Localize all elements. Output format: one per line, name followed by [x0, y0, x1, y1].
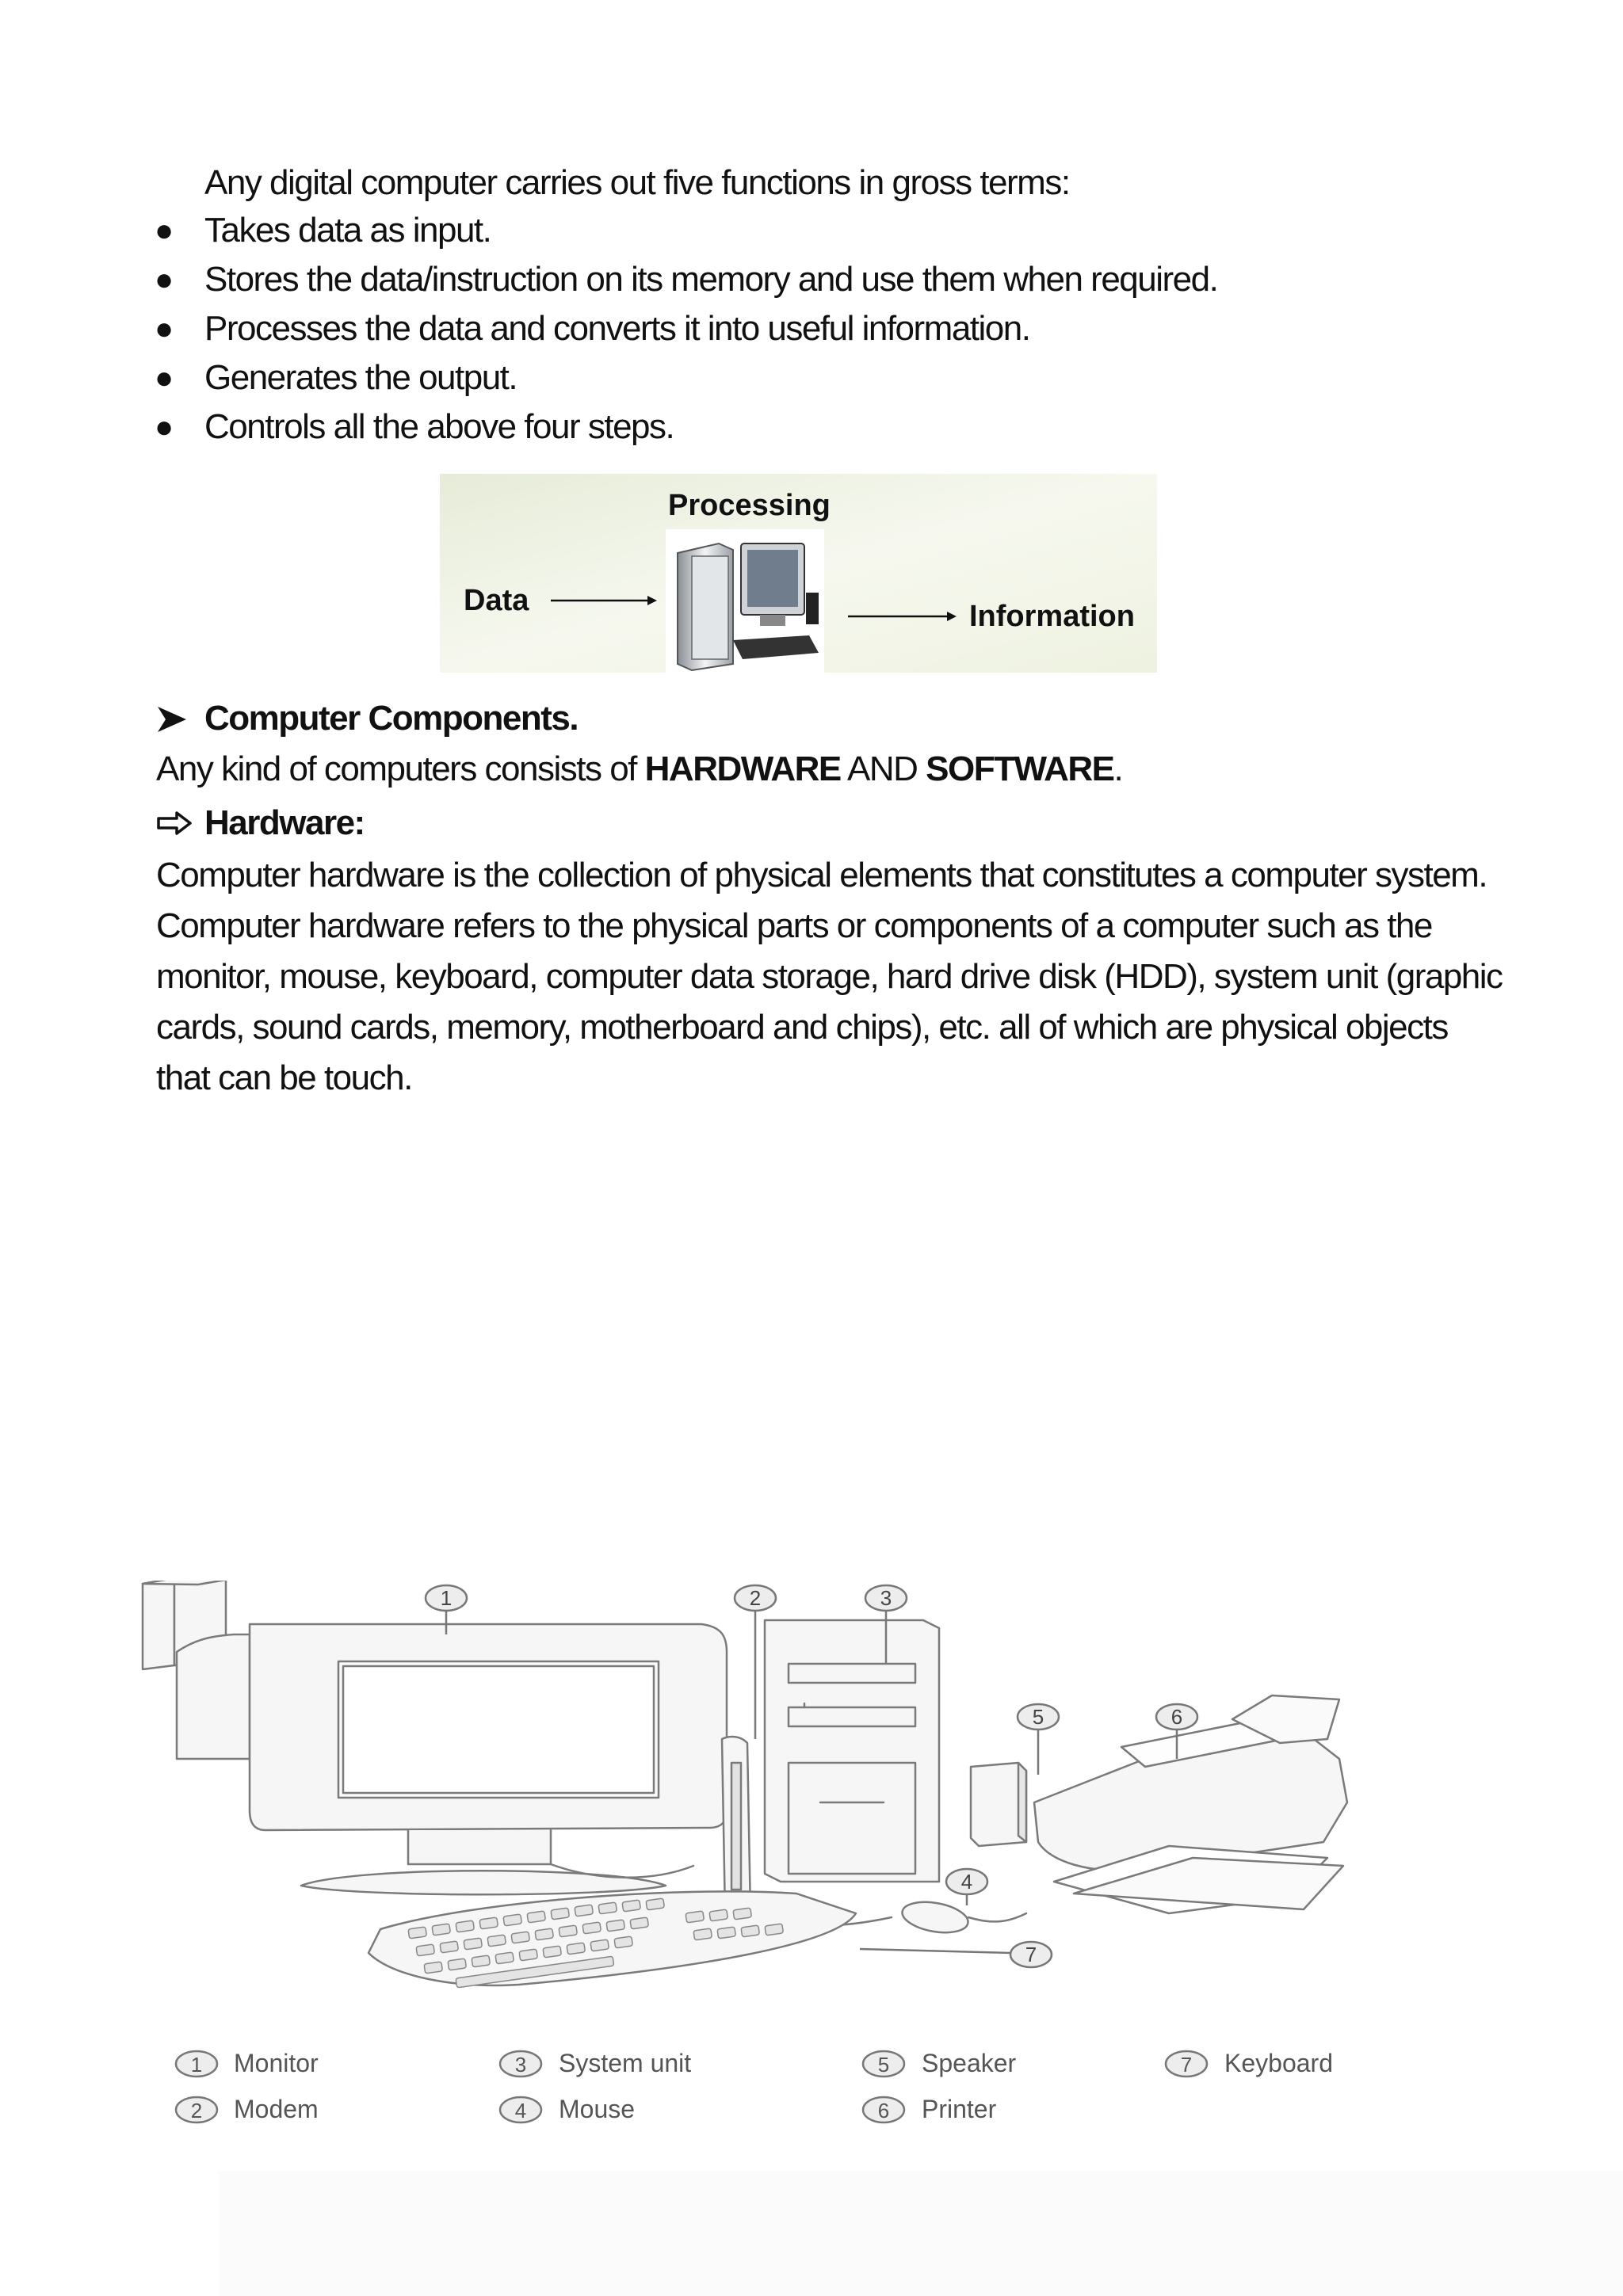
faint-background-area	[218, 2171, 1623, 2296]
svg-text:1: 1	[440, 1586, 453, 1610]
svg-text:Keyboard: Keyboard	[1224, 2049, 1333, 2077]
svg-text:Monitor: Monitor	[234, 2049, 319, 2077]
arrowhead-bullet-icon	[155, 704, 189, 735]
outline-arrow-icon	[156, 810, 193, 836]
legend-item-keyboard	[1166, 2049, 1333, 2077]
svg-text:Printer: Printer	[922, 2095, 997, 2123]
hardware-paragraph-line: Computer hardware is the collection of physical elements that constitutes a computer system.	[156, 856, 1487, 894]
svg-text:7: 7	[1025, 1943, 1037, 1966]
svg-text:3: 3	[880, 1586, 892, 1610]
svg-text:4: 4	[960, 1870, 973, 1894]
svg-text:4: 4	[514, 2099, 527, 2122]
bullet-icon: ●	[155, 360, 174, 395]
function-item: Processes the data and converts it into useful information.	[204, 309, 1030, 348]
hardware-keyword: HARDWARE	[644, 749, 841, 788]
bullet-icon: ●	[155, 410, 174, 444]
legend-item-speaker	[863, 2049, 1017, 2077]
function-item: Generates the output.	[204, 358, 517, 397]
legend-item-modem	[176, 2095, 319, 2123]
processing-label: Processing	[668, 489, 831, 522]
function-item: Stores the data/instruction on its memory and use them when required.	[204, 260, 1218, 299]
information-label: Information	[969, 600, 1135, 633]
section-heading-components: Computer Components.	[204, 699, 579, 738]
legend-item-printer	[863, 2095, 997, 2123]
svg-text:5: 5	[877, 2053, 890, 2077]
svg-text:Mouse: Mouse	[559, 2095, 636, 2123]
legend-item-mouse	[500, 2095, 635, 2123]
svg-text:3: 3	[514, 2053, 527, 2077]
svg-text:System unit: System unit	[559, 2049, 692, 2077]
function-item: Controls all the above four steps.	[204, 407, 674, 446]
intro-text: Any digital computer carries out five functions in gross terms:	[204, 163, 1070, 202]
svg-text:6: 6	[877, 2099, 890, 2122]
components-sentence: Any kind of computers consists of HARDWARE AND SOFTWARE.	[156, 749, 1123, 788]
bullet-icon: ●	[155, 262, 174, 297]
section-heading-hardware: Hardware:	[204, 803, 365, 842]
data-processing-diagram	[440, 474, 1157, 673]
hardware-paragraph-line: Computer hardware refers to the physical parts or components of a computer such as the	[156, 906, 1432, 945]
computer-system-illustration	[139, 1581, 1486, 2151]
svg-text:6: 6	[1170, 1705, 1183, 1729]
legend-item-monitor	[176, 2049, 319, 2077]
hardware-paragraph-line: monitor, mouse, keyboard, computer data storage, hard drive disk (HDD), system unit (graphic	[156, 957, 1503, 996]
software-keyword: SOFTWARE	[926, 749, 1114, 788]
bullet-icon: ●	[155, 213, 174, 248]
legend-item-system-unit	[500, 2049, 691, 2077]
bullet-icon: ●	[155, 311, 174, 346]
hardware-paragraph-line: that can be touch.	[156, 1058, 412, 1097]
data-label: Data	[464, 584, 529, 617]
svg-text:Speaker: Speaker	[922, 2049, 1017, 2077]
svg-text:1: 1	[190, 2053, 203, 2077]
hardware-paragraph-line: cards, sound cards, memory, motherboard and chips), etc. all of which are physical objects	[156, 1008, 1448, 1047]
svg-text:7: 7	[1180, 2053, 1193, 2077]
svg-text:5: 5	[1032, 1705, 1044, 1729]
function-item: Takes data as input.	[204, 211, 491, 250]
svg-text:2: 2	[190, 2099, 203, 2122]
svg-text:Modem: Modem	[234, 2095, 319, 2123]
svg-text:2: 2	[749, 1586, 762, 1610]
computer-icon	[678, 543, 819, 670]
